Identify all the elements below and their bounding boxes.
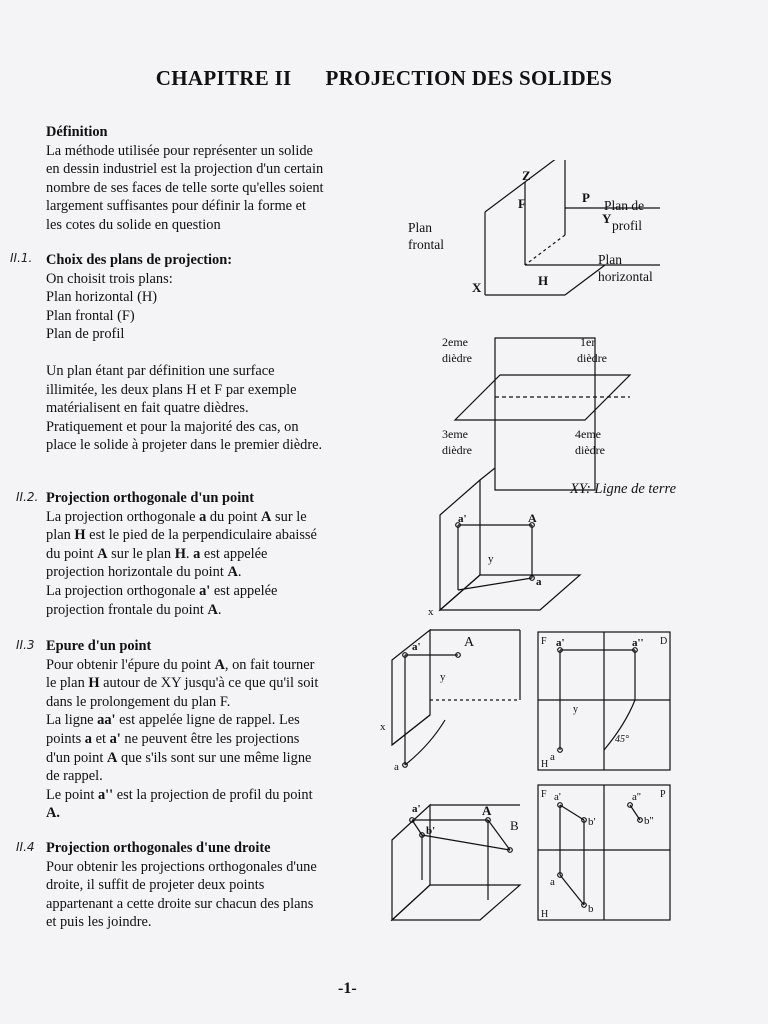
label-A: A xyxy=(528,511,537,525)
label-b-prime: b' xyxy=(426,825,436,837)
figure-line-epure-flat xyxy=(538,785,670,920)
section-plans xyxy=(46,251,376,455)
dihedron-3-label: dièdre xyxy=(442,443,472,457)
definition-section xyxy=(46,123,376,235)
definition-heading: Définition xyxy=(46,124,108,140)
text-line: du point A sur le plan H. a est appelée xyxy=(46,545,268,562)
text-line: Pour obtenir les projections orthogonales d'une xyxy=(46,858,317,875)
dihedron-1-label: dièdre xyxy=(577,351,607,365)
axis-x: x xyxy=(380,721,386,733)
label-H: H xyxy=(541,909,549,920)
plane-label-h: H xyxy=(538,273,549,288)
text-line: Pratiquement et pour la majorité des cas, on xyxy=(46,418,299,435)
label-b: b xyxy=(588,903,594,915)
dihedron-2-label: dièdre xyxy=(442,351,472,365)
label-A: A xyxy=(482,803,492,818)
label-a-prime: a' xyxy=(412,803,421,815)
text-line: projection frontale du point A. xyxy=(46,601,222,618)
definition-line: La méthode utilisée pour représenter un solide xyxy=(46,142,313,159)
label-a: a xyxy=(550,876,555,888)
text-line: le plan H autour de XY jusqu'à ce que qu'il soit xyxy=(46,675,319,692)
text-line: place le solide à projeter dans le premier dièdre. xyxy=(46,437,323,454)
section-number: II.2. xyxy=(16,490,39,504)
text-line: illimitée, les deux plans H et F par exemple xyxy=(46,381,297,398)
label-a-double-prime: a'' xyxy=(632,791,641,803)
text-line: d'un point A que s'ils sont sur une même ligne xyxy=(46,749,312,766)
axis-label-y: Y xyxy=(602,211,612,226)
label-a-prime: a' xyxy=(458,513,467,525)
text-line: plan H est le pied de la perpendiculaire abaissé xyxy=(46,527,317,544)
text-line: La projection orthogonale a du point A sur le xyxy=(46,508,307,525)
section-point-projection xyxy=(46,489,376,619)
label-H: H xyxy=(541,759,549,770)
figure-dihedra xyxy=(442,335,677,497)
page-number: -1- xyxy=(338,980,357,997)
section-epure xyxy=(46,637,376,823)
label-a-prime: a' xyxy=(412,641,421,653)
label-plan-profil: Plan de xyxy=(604,198,645,213)
label-F: F xyxy=(541,636,547,647)
label-P: P xyxy=(660,789,666,800)
text-line: et puis les joindre. xyxy=(46,914,152,931)
definition-line: nombre de ses faces de telle sorte qu'elles soient xyxy=(46,179,324,196)
text-line: Plan frontal (F) xyxy=(46,307,135,324)
axis-label-x: X xyxy=(472,280,482,295)
text-line: droite, il suffit de projeter deux points xyxy=(46,877,265,894)
figure-projection-planes xyxy=(408,160,660,295)
label-a: a xyxy=(550,751,555,763)
label-plan-profil: profil xyxy=(612,218,642,233)
label-b-prime: b' xyxy=(588,816,596,828)
label-45-degree: 45° xyxy=(615,734,629,745)
text-line: points a et a' ne peuvent être les projections xyxy=(46,730,300,747)
label-D: D xyxy=(660,636,668,647)
dihedron-3-label: 3eme xyxy=(442,427,468,441)
label-a-prime: a' xyxy=(556,637,565,649)
axis-x: x xyxy=(428,606,434,618)
text-line: dans le prolongement du plan F. xyxy=(46,693,231,710)
text-line: La projection orthogonale a' est appelée xyxy=(46,582,278,599)
label-a-double-prime: a'' xyxy=(632,637,644,649)
definition-line: largement suffisantes pour définir la forme et xyxy=(46,198,307,215)
label-a-prime: a' xyxy=(554,791,561,803)
definition-line: en dessin industriel est la projection d'un certain xyxy=(46,161,324,178)
section-heading: Epure d'un point xyxy=(46,638,152,654)
label-plan-frontal: Plan xyxy=(408,220,433,235)
chapter-label: CHAPITRE II xyxy=(155,66,292,90)
plane-label-f: F xyxy=(518,196,526,211)
xy-ground-line-label: XY: Ligne de terre xyxy=(570,481,677,497)
section-heading: Choix des plans de projection: xyxy=(46,252,233,268)
axis-y: y xyxy=(488,553,494,565)
axis-y: y xyxy=(440,671,446,683)
text-line: projection horizontale du point A. xyxy=(46,564,242,581)
text-line: On choisit trois plans: xyxy=(46,270,173,287)
dihedron-1-label: 1er xyxy=(580,335,596,349)
section-number: II.3 xyxy=(16,638,35,652)
chapter-subject: PROJECTION DES SOLIDES xyxy=(325,66,613,90)
dihedron-4-label: dièdre xyxy=(575,443,605,457)
page-title xyxy=(0,66,768,91)
text-line: Pour obtenir l'épure du point A, on fait tourner xyxy=(46,656,315,673)
section-line-projection xyxy=(46,839,376,932)
text-line: Plan horizontal (H) xyxy=(46,289,158,306)
section-number: II.1. xyxy=(10,251,33,265)
definition-line: les cotes du solide en question xyxy=(46,216,221,233)
label-B: B xyxy=(510,818,519,833)
text-line: A. xyxy=(46,805,60,822)
figures-column xyxy=(370,160,700,930)
text-line: Un plan étant par définition une surface xyxy=(46,362,275,379)
plane-label-p: P xyxy=(582,190,590,205)
section-heading: Projection orthogonales d'une droite xyxy=(46,840,271,856)
section-heading: Projection orthogonale d'un point xyxy=(46,490,255,506)
text-line: matérialisent en fait quatre dièdres. xyxy=(46,400,249,417)
text-line: de rappel. xyxy=(46,768,103,785)
label-b-double-prime: b'' xyxy=(644,815,654,827)
section-number: II.4 xyxy=(16,840,35,854)
dihedron-2-label: 2eme xyxy=(442,335,468,349)
label-plan-horizontal: horizontal xyxy=(598,269,653,284)
label-a: a xyxy=(536,576,542,588)
text-line: appartenant a cette droite sur chacun des plans xyxy=(46,895,314,912)
label-plan-frontal: frontal xyxy=(408,237,444,252)
figure-epure-flat xyxy=(538,632,670,770)
text-line: Le point a'' est la projection de profil du point xyxy=(46,786,313,803)
label-plan-horizontal: Plan xyxy=(598,252,623,267)
text-line: Plan de profil xyxy=(46,326,125,343)
figure-line-projection-3d xyxy=(392,803,520,920)
figure-epure-3d xyxy=(380,630,520,773)
axis-y: y xyxy=(573,704,578,715)
axis-label-z: Z xyxy=(522,168,531,183)
text-line: La ligne aa' est appelée ligne de rappel. Les xyxy=(46,712,300,729)
label-F: F xyxy=(541,789,547,800)
dihedron-4-label: 4eme xyxy=(575,427,601,441)
label-a: a xyxy=(394,761,399,773)
label-A: A xyxy=(464,635,475,650)
